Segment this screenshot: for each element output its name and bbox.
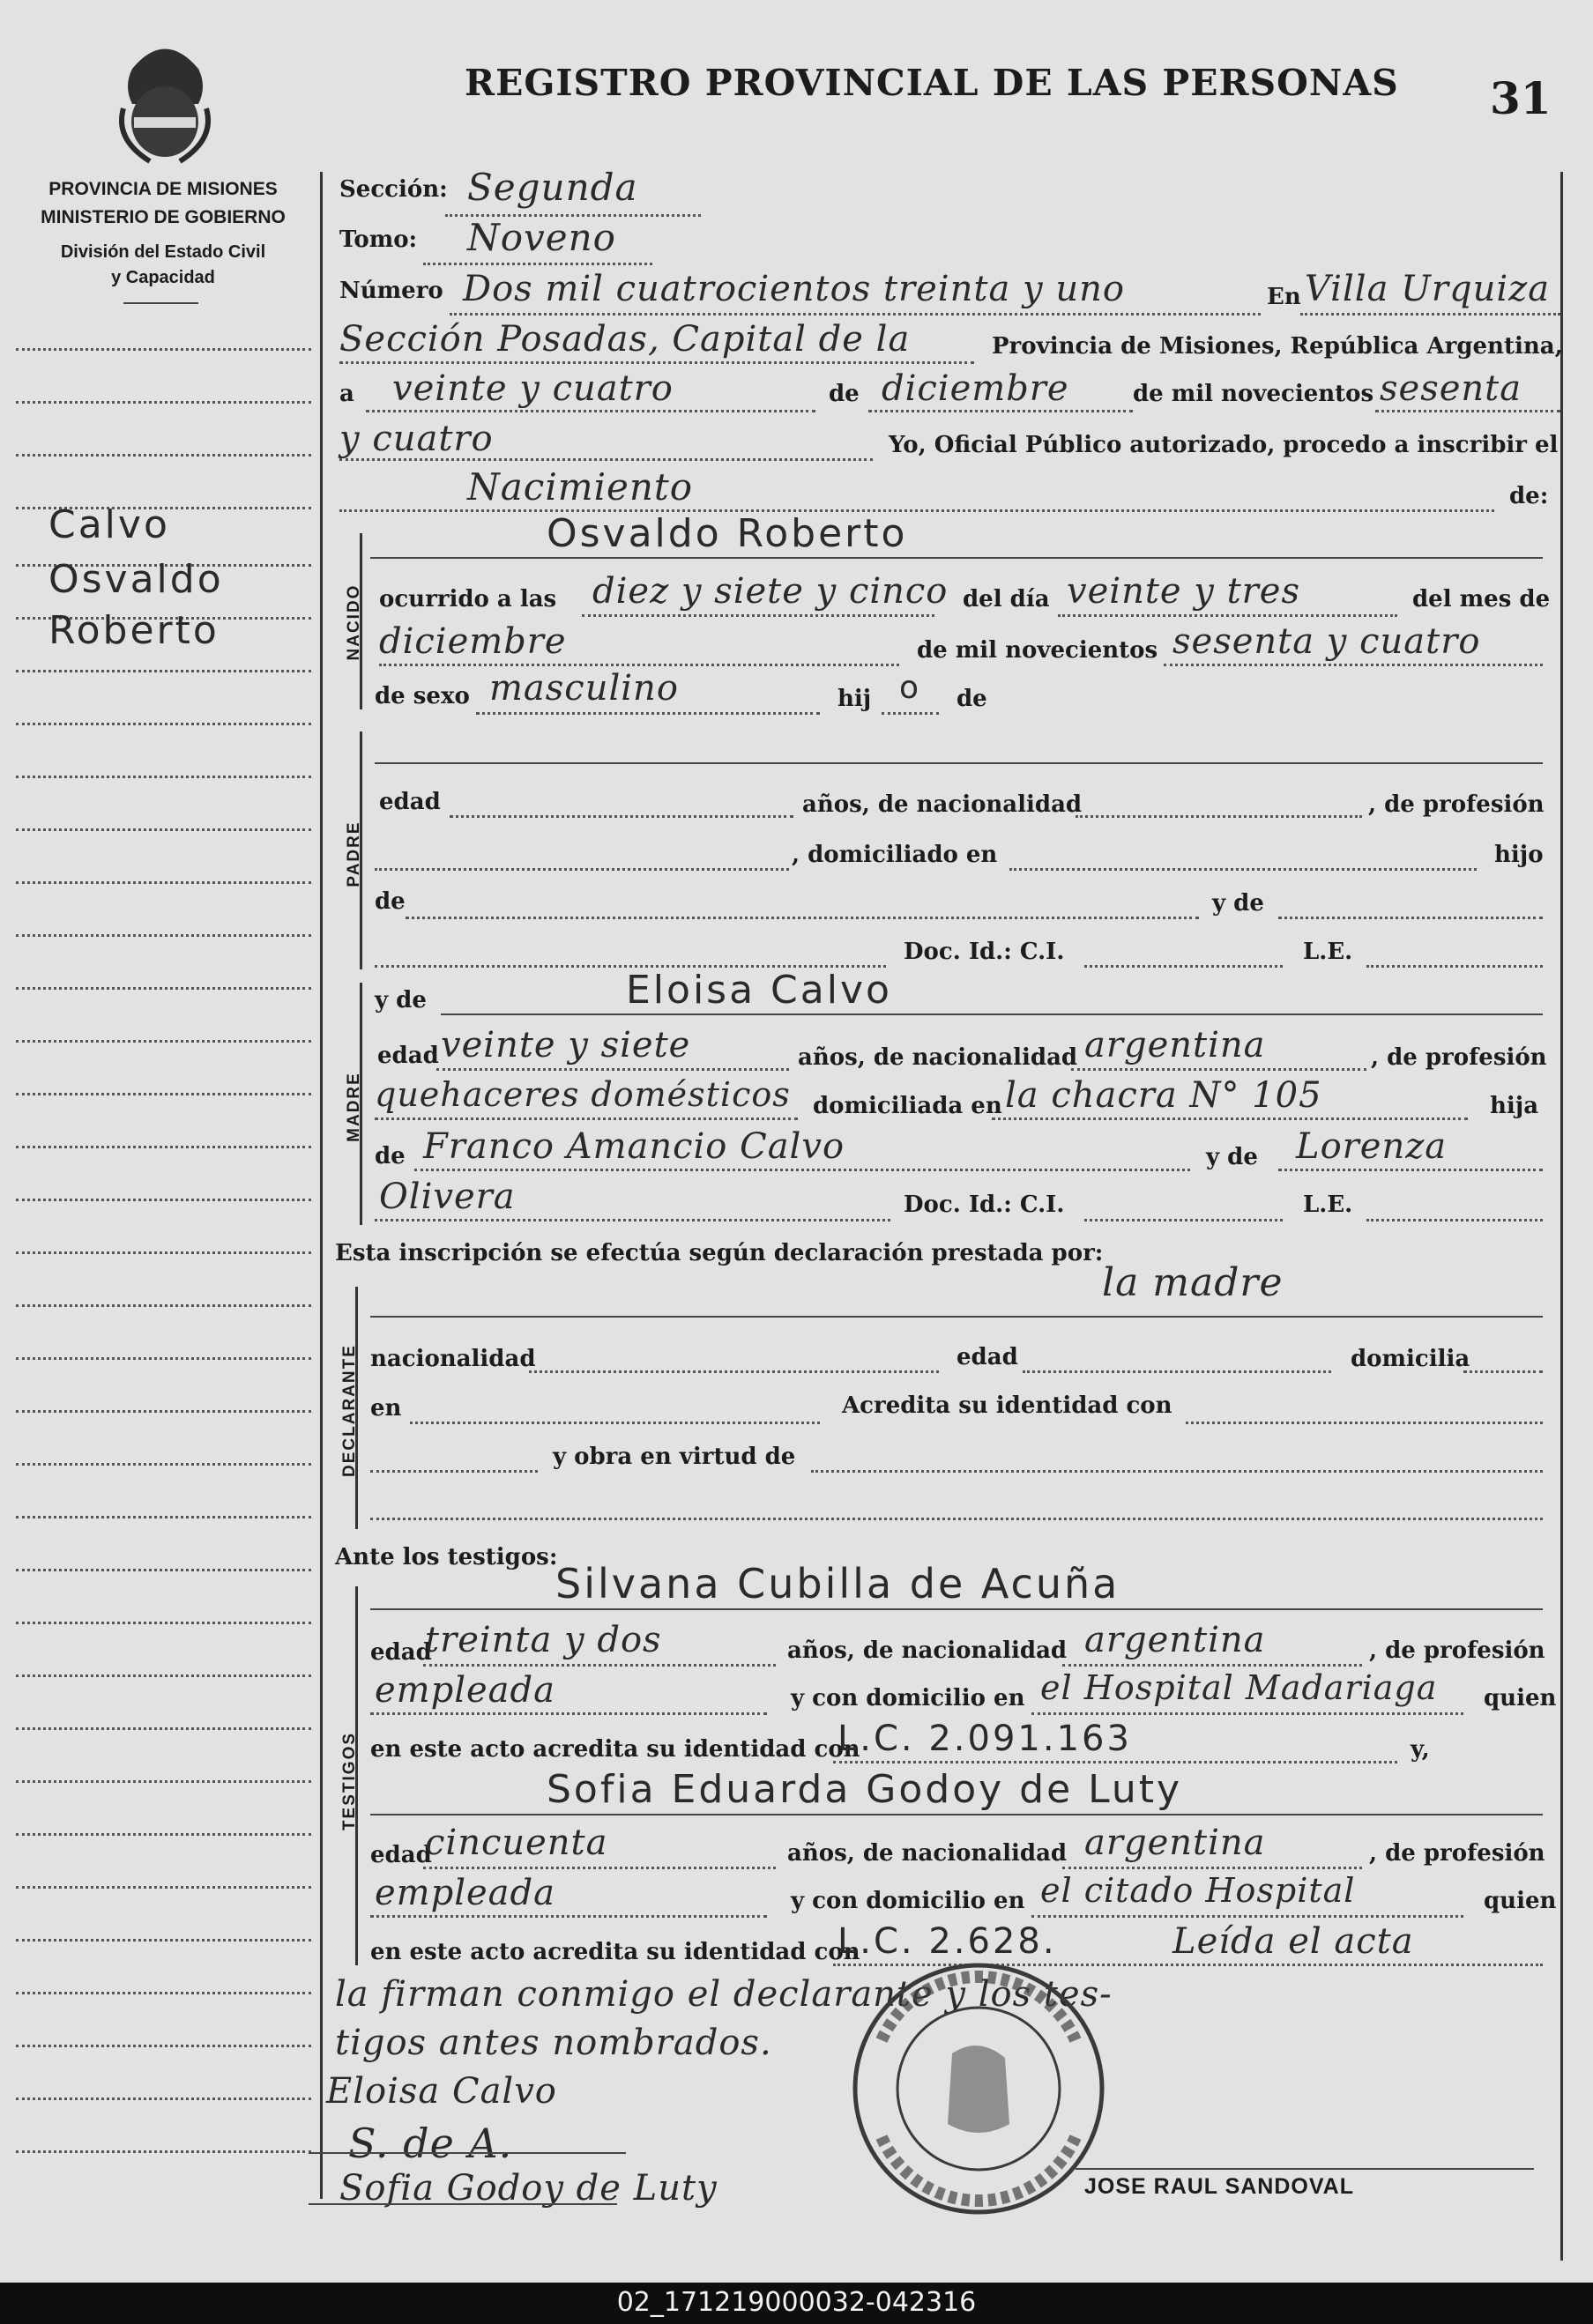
declarante-domicilia-line bbox=[1463, 1370, 1543, 1373]
nombre-line bbox=[370, 557, 1543, 559]
right-border-line bbox=[1560, 172, 1563, 2261]
margin-line bbox=[16, 987, 311, 990]
nacido-mes-value: diciembre bbox=[379, 621, 567, 662]
margin-line bbox=[16, 2098, 311, 2100]
margin-line bbox=[16, 348, 311, 351]
padre-section-label: PADRE bbox=[345, 820, 363, 887]
testigo-1-y-label: y, bbox=[1411, 1736, 1430, 1763]
margin-line bbox=[16, 1886, 311, 1889]
declarante-section-label: DECLARANTE bbox=[340, 1344, 359, 1477]
madre-anios-label: años, de nacionalidad bbox=[798, 1044, 1078, 1071]
hij-line bbox=[882, 712, 939, 715]
hij-label: hij bbox=[837, 686, 872, 712]
seccion-label: Sección: bbox=[339, 176, 448, 203]
testigo-2-nacionalidad-value: argentina bbox=[1084, 1823, 1266, 1863]
nacido-de-label: de bbox=[957, 686, 987, 712]
nacido-anio-line bbox=[1164, 664, 1543, 666]
page-number: 31 bbox=[1490, 72, 1552, 124]
padre-le-line bbox=[1366, 965, 1543, 968]
testigo-1-quien-label: quien bbox=[1484, 1685, 1557, 1711]
testigo-1-nombre: Silvana Cubilla de Acuña bbox=[555, 1560, 1120, 1607]
testigo-1-doc-line bbox=[833, 1761, 1397, 1763]
madre-madre-value-2: Olivera bbox=[379, 1177, 516, 1217]
divider bbox=[123, 302, 198, 304]
en-line bbox=[1300, 313, 1560, 316]
testigo-2-edad-label: edad bbox=[370, 1842, 432, 1868]
sexo-label: de sexo bbox=[375, 683, 470, 709]
padre-de-label: de bbox=[375, 888, 406, 915]
madre-name-line-2 bbox=[375, 1219, 890, 1221]
testigo-1-domicilio-label: y con domicilio en bbox=[791, 1685, 1025, 1711]
provincia-text: Provincia de Misiones, República Argentina, bbox=[992, 333, 1563, 360]
testigo-2-domicilio-line bbox=[1031, 1915, 1463, 1918]
margin-line bbox=[16, 1040, 311, 1043]
closing-line-3: tigos antes nombrados. bbox=[335, 2023, 772, 2063]
testigo-2-domicilio-label: y con domicilio en bbox=[791, 1888, 1025, 1914]
signature-declarante: Eloisa Calvo bbox=[326, 2071, 557, 2112]
madre-y-de-label: y de bbox=[375, 987, 427, 1014]
a-label: a bbox=[339, 381, 354, 407]
declarante-line bbox=[370, 1316, 1543, 1318]
madre-doc-label: Doc. Id.: C.I. bbox=[904, 1192, 1065, 1218]
org-line-2: MINISTERIO DE GOBIERNO bbox=[41, 207, 286, 227]
margin-line bbox=[16, 1251, 311, 1254]
padre-edad-line bbox=[450, 815, 793, 818]
image-id-label: 02_171219000032-042316 bbox=[616, 2287, 977, 2318]
padre-le-label: L.E. bbox=[1303, 939, 1353, 965]
testigos-section-label: TESTIGOS bbox=[340, 1731, 359, 1831]
margin-line bbox=[16, 1674, 311, 1677]
madre-madre-value: Lorenza bbox=[1296, 1126, 1448, 1167]
madre-nombre-line bbox=[441, 1014, 1543, 1015]
testigo-2-domicilio-value: el citado Hospital bbox=[1040, 1871, 1356, 1910]
de-label: de bbox=[829, 381, 860, 407]
padre-profesion-label: , de profesión bbox=[1368, 791, 1545, 818]
nacido-mes-line bbox=[379, 664, 899, 666]
padre-edad-label: edad bbox=[379, 789, 441, 815]
testigos-intro: Ante los testigos: bbox=[335, 1544, 558, 1570]
testigo-1-nacionalidad-value: argentina bbox=[1084, 1620, 1266, 1660]
nacido-anio-label: de mil novecientos bbox=[917, 637, 1158, 664]
declarante-intro: Esta inscripción se efectúa según declaración prestada por: bbox=[335, 1240, 1104, 1266]
madre-le-line bbox=[1366, 1219, 1543, 1221]
margin-line bbox=[16, 1357, 311, 1360]
madre-edad-line bbox=[436, 1068, 789, 1071]
numero-line bbox=[450, 313, 1261, 316]
testigo-1-acredita-label: en este acto acredita su identidad con bbox=[370, 1736, 860, 1763]
del-dia-label: del día bbox=[963, 586, 1050, 613]
testigo-2-edad-line bbox=[423, 1867, 776, 1869]
tomo-value: Noveno bbox=[467, 216, 616, 259]
margin-line bbox=[16, 828, 311, 831]
margin-note-name-2: Roberto bbox=[48, 608, 220, 653]
madre-padre-value: Franco Amancio Calvo bbox=[423, 1126, 845, 1167]
declarante-acredita-line bbox=[1186, 1422, 1543, 1424]
declarante-edad-line bbox=[1023, 1370, 1331, 1373]
org-line-3: División del Estado Civil bbox=[60, 242, 266, 262]
signature-line-1 bbox=[309, 2152, 626, 2154]
madre-profesion-label: , de profesión bbox=[1371, 1044, 1547, 1071]
testigo-2-quien-label: quien bbox=[1484, 1888, 1557, 1914]
margin-line bbox=[16, 670, 311, 672]
testigo-2-profesion-line bbox=[370, 1915, 767, 1918]
document-title: REGISTRO PROVINCIAL DE LAS PERSONAS bbox=[465, 62, 1399, 104]
margin-line bbox=[16, 2045, 311, 2047]
declarante-obra-line-1 bbox=[370, 1470, 538, 1473]
madre-domicilio-line bbox=[992, 1117, 1468, 1120]
padre-anios-label: años, de nacionalidad bbox=[802, 791, 1083, 818]
seccion-value: Segunda bbox=[467, 166, 638, 209]
acto-value: Nacimiento bbox=[467, 465, 694, 509]
sexo-line bbox=[476, 712, 820, 715]
mes-value: diciembre bbox=[882, 368, 1069, 409]
declarante-extra-line bbox=[370, 1518, 1543, 1520]
nacido-dia-value: veinte y tres bbox=[1067, 571, 1300, 612]
testigo-1-anios-label: años, de nacionalidad bbox=[787, 1637, 1068, 1664]
padre-doc-label: Doc. Id.: C.I. bbox=[904, 939, 1065, 965]
testigo-1-profesion-value: empleada bbox=[375, 1670, 555, 1711]
nacido-anio-value: sesenta y cuatro bbox=[1172, 621, 1481, 662]
madre-domicilio-value: la chacra N° 105 bbox=[1005, 1075, 1322, 1116]
anio-line-2 bbox=[339, 458, 873, 461]
margin-line bbox=[16, 723, 311, 725]
madre-hija-label: hija bbox=[1490, 1093, 1539, 1119]
testigo-2-nacionalidad-line bbox=[1062, 1867, 1362, 1869]
official-name: JOSE RAUL SANDOVAL bbox=[1084, 2174, 1355, 2199]
testigo-2-nombre-line bbox=[370, 1814, 1543, 1815]
margin-line bbox=[16, 2150, 311, 2153]
padre-hijo-label: hijo bbox=[1494, 842, 1544, 868]
left-border-line bbox=[320, 172, 323, 2199]
declarante-edad-label: edad bbox=[957, 1344, 1018, 1370]
org-line-4: y Capacidad bbox=[111, 268, 215, 287]
margin-line bbox=[16, 1463, 311, 1466]
madre-profesion-value: quehaceres domésticos bbox=[375, 1075, 791, 1114]
margin-line bbox=[16, 1622, 311, 1624]
declarante-en-line bbox=[410, 1422, 820, 1424]
declarante-nacionalidad-line bbox=[529, 1370, 939, 1373]
mes-line bbox=[868, 410, 1133, 412]
madre-nacionalidad-value: argentina bbox=[1084, 1025, 1266, 1065]
declarante-en-label: en bbox=[370, 1395, 402, 1422]
coat-of-arms-icon bbox=[115, 33, 216, 166]
tomo-label: Tomo: bbox=[339, 226, 418, 253]
sexo-value: masculino bbox=[489, 668, 679, 709]
dia-line bbox=[366, 410, 815, 412]
margin-line bbox=[16, 1093, 311, 1095]
margin-line bbox=[16, 1199, 311, 1201]
testigo-1-profesion-label: , de profesión bbox=[1369, 1637, 1545, 1664]
anio-value-2: y cuatro bbox=[339, 419, 494, 459]
padre-domicilio-line bbox=[1009, 868, 1477, 871]
anio-value: sesenta bbox=[1380, 368, 1522, 409]
madre-madre-line bbox=[1278, 1169, 1543, 1171]
en-label: En bbox=[1267, 284, 1301, 310]
madre-le-label: L.E. bbox=[1303, 1192, 1353, 1218]
margin-line bbox=[16, 1304, 311, 1307]
lugar-value: Sección Posadas, Capital de la bbox=[339, 319, 911, 360]
margin-line bbox=[16, 1833, 311, 1836]
declarante-acredita-label: Acredita su identidad con bbox=[842, 1392, 1172, 1419]
testigo-2-acredita-label: en este acto acredita su identidad con bbox=[370, 1939, 860, 1965]
numero-value: Dos mil cuatrocientos treinta y uno bbox=[463, 269, 1125, 309]
hij-value: o bbox=[899, 670, 922, 706]
margin-line bbox=[16, 1780, 311, 1783]
closing-line-1: Leída el acta bbox=[1172, 1921, 1414, 1962]
margin-line bbox=[16, 776, 311, 778]
del-mes-label: del mes de bbox=[1412, 586, 1551, 613]
padre-y-de-label: y de bbox=[1212, 890, 1264, 917]
ocurrido-label: ocurrido a las bbox=[379, 586, 557, 613]
en-value: Villa Urquiza bbox=[1305, 269, 1551, 309]
acto-line bbox=[339, 509, 1494, 512]
declarante-nacionalidad-label: nacionalidad bbox=[370, 1346, 536, 1372]
margin-line bbox=[16, 1146, 311, 1148]
official-signature-line bbox=[1076, 2168, 1534, 2170]
testigo-2-anios-label: años, de nacionalidad bbox=[787, 1840, 1068, 1867]
testigo-1-profesion-line bbox=[370, 1712, 767, 1715]
nombre-value: Osvaldo Roberto bbox=[547, 511, 908, 556]
anio-line bbox=[1375, 410, 1560, 412]
madre-nacionalidad-line bbox=[1071, 1068, 1366, 1071]
signature-testigo-1: S. de A. bbox=[348, 2120, 513, 2167]
testigo-1-nombre-line bbox=[370, 1608, 1543, 1610]
madre-edad-value: veinte y siete bbox=[441, 1025, 691, 1065]
margin-line bbox=[16, 881, 311, 884]
margin-line bbox=[16, 1727, 311, 1730]
closing-line-2: la firman conmigo el declarante y los tes- bbox=[335, 1974, 1113, 2015]
padre-domiciliado-label: , domiciliado en bbox=[792, 842, 998, 868]
madre-profesion-line bbox=[375, 1117, 798, 1120]
official-seal-icon bbox=[846, 1956, 1111, 2221]
testigo-1-domicilio-value: el Hospital Madariaga bbox=[1040, 1668, 1438, 1707]
testigo-1-edad-line bbox=[423, 1664, 776, 1667]
padre-de-line bbox=[406, 917, 1199, 919]
signature-line-2 bbox=[309, 2203, 617, 2205]
padre-profesion-line bbox=[375, 868, 789, 871]
testigo-2-profesion-label: , de profesión bbox=[1369, 1840, 1545, 1867]
signature-testigo-2: Sofia Godoy de Luty bbox=[339, 2168, 718, 2209]
testigo-2-edad-value: cincuenta bbox=[425, 1823, 608, 1863]
declarante-obra-line-2 bbox=[811, 1470, 1543, 1473]
madre-y-de-label-2: y de bbox=[1206, 1144, 1258, 1170]
nacido-dia-line bbox=[1058, 614, 1397, 617]
madre-section-label: MADRE bbox=[345, 1072, 363, 1142]
margin-note-surname: Calvo bbox=[48, 502, 170, 547]
margin-line bbox=[16, 454, 311, 457]
lugar-line bbox=[339, 361, 974, 364]
nacido-separator bbox=[375, 762, 1543, 764]
madre-de-label: de bbox=[375, 1143, 406, 1169]
padre-y-de-line bbox=[1278, 917, 1543, 919]
tomo-line bbox=[423, 263, 652, 265]
declarante-value: la madre bbox=[1102, 1260, 1284, 1305]
margin-line bbox=[16, 401, 311, 404]
hora-value: diez y siete y cinco bbox=[592, 571, 949, 612]
padre-doc-line bbox=[1084, 965, 1283, 968]
testigo-1-domicilio-line bbox=[1031, 1712, 1463, 1715]
margin-line bbox=[16, 1516, 311, 1518]
testigo-2-nombre: Sofia Eduarda Godoy de Luty bbox=[547, 1767, 1183, 1812]
declarante-domicilia-label: domicilia bbox=[1351, 1346, 1470, 1372]
testigo-2-doc-value: L.C. 2.628. bbox=[837, 1921, 1057, 1962]
testigo-1-doc-value: L.C. 2.091.163 bbox=[837, 1719, 1132, 1759]
madre-nombre-value: Eloisa Calvo bbox=[626, 968, 892, 1013]
nacido-section-label: NACIDO bbox=[345, 583, 363, 661]
margin-line bbox=[16, 1569, 311, 1571]
testigo-2-profesion-value: empleada bbox=[375, 1873, 555, 1913]
testigo-1-nacionalidad-line bbox=[1062, 1664, 1362, 1667]
margin-line bbox=[16, 1992, 311, 1994]
margin-line bbox=[16, 1939, 311, 1942]
de-colon-label: de: bbox=[1509, 483, 1549, 509]
dia-value: veinte y cuatro bbox=[392, 368, 674, 409]
madre-doc-line bbox=[1084, 1219, 1283, 1221]
testigo-1-edad-label: edad bbox=[370, 1639, 432, 1666]
org-line-1: PROVINCIA DE MISIONES bbox=[48, 179, 278, 199]
padre-nacionalidad-line bbox=[1076, 815, 1362, 818]
margin-line bbox=[16, 934, 311, 937]
anio-text: de mil novecientos bbox=[1133, 381, 1374, 407]
madre-domiciliada-label: domiciliada en bbox=[813, 1093, 1002, 1119]
madre-padre-line bbox=[414, 1169, 1190, 1171]
hora-line bbox=[582, 614, 934, 617]
madre-edad-label: edad bbox=[377, 1043, 439, 1069]
numero-label: Número bbox=[339, 278, 443, 304]
testigo-1-edad-value: treinta y dos bbox=[425, 1620, 662, 1660]
declarante-obra-label: y obra en virtud de bbox=[553, 1444, 796, 1470]
margin-note-name: Osvaldo bbox=[48, 557, 224, 602]
oficial-text: Yo, Oficial Público autorizado, procedo a inscribir el bbox=[889, 432, 1559, 458]
margin-line bbox=[16, 1410, 311, 1413]
